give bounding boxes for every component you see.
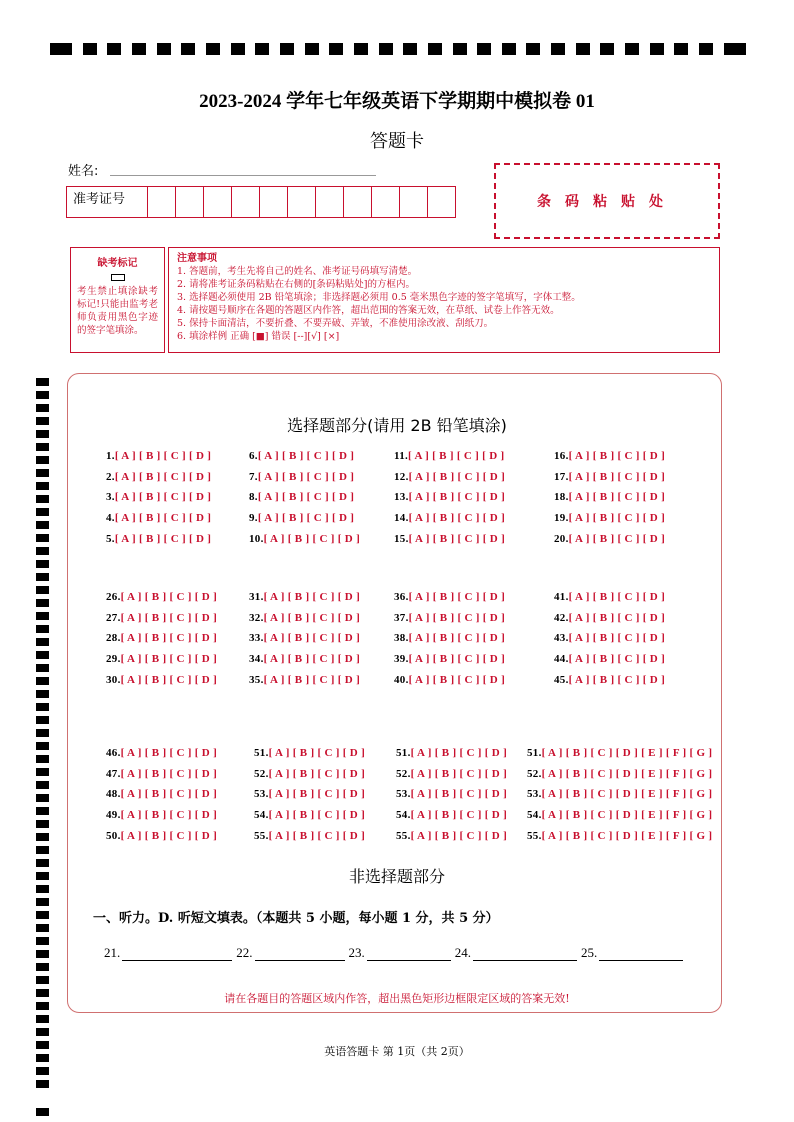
side-timing-mark	[36, 911, 49, 919]
side-timing-mark	[36, 690, 49, 698]
option-bubbles[interactable]: [ A ] [ B ] [ C ] [ D ]	[568, 673, 666, 686]
choice-question[interactable]	[554, 653, 665, 665]
question-number: 35.	[249, 673, 264, 686]
option-bubbles[interactable]: [ A ] [ B ] [ C ] [ D ]	[263, 673, 361, 686]
option-bubbles[interactable]: [ A ] [ B ] [ C ] [ D ]	[268, 829, 366, 842]
option-bubbles[interactable]: [ A ] [ B ] [ C ] [ D ]	[568, 591, 666, 603]
question-number: 20.	[554, 532, 569, 545]
choice-question[interactable]	[106, 491, 211, 503]
choice-question[interactable]	[554, 612, 665, 624]
question-number: 50.	[106, 829, 121, 842]
option-bubbles[interactable]: [ A ] [ B ] [ C ] [ D ]	[268, 788, 366, 801]
choice-question[interactable]	[527, 830, 712, 842]
question-number: 51.	[527, 747, 542, 759]
blank-line[interactable]	[367, 946, 451, 961]
side-timing-mark	[36, 924, 49, 932]
choice-question[interactable]	[106, 632, 217, 644]
question-number: 16.	[554, 450, 569, 462]
question-number: 53.	[396, 788, 411, 801]
choice-question[interactable]	[249, 512, 354, 524]
blank-line[interactable]	[122, 946, 232, 961]
choice-question[interactable]	[394, 471, 505, 483]
question-number: 42.	[554, 611, 569, 624]
side-timing-mark	[36, 443, 49, 451]
option-bubbles[interactable]: [ A ] [ B ] [ C ] [ D ]	[257, 450, 355, 462]
option-bubbles[interactable]: [ A ] [ B ] [ C ] [ D ]	[410, 767, 508, 780]
name-field[interactable]	[110, 175, 376, 176]
option-bubbles[interactable]: [ A ] [ B ] [ C ] [ D ]	[568, 611, 666, 624]
side-timing-mark	[36, 846, 49, 854]
choice-question[interactable]	[254, 830, 365, 842]
choice-question[interactable]	[396, 830, 507, 842]
option-bubbles[interactable]: [ A ] [ B ] [ C ] [ D ]	[114, 512, 212, 525]
absent-mark-box	[70, 247, 165, 353]
notes-box	[168, 247, 720, 353]
choice-question[interactable]	[394, 491, 505, 503]
absent-title: 缺考标记	[97, 258, 138, 269]
question-number: 18.	[554, 491, 569, 504]
exam-id-label: 准考证号	[67, 187, 148, 217]
choice-question[interactable]	[249, 674, 360, 686]
page-title: 2023-2024 学年七年级英语下学期期中模拟卷 01	[199, 91, 595, 112]
option-bubbles[interactable]: [ A ] [ B ] [ C ] [ D ]	[114, 532, 212, 545]
option-bubbles[interactable]: [ A ] [ B ] [ C ] [ D ]	[263, 653, 361, 666]
question-number: 53.	[527, 788, 542, 801]
option-bubbles[interactable]: [ A ] [ B ] [ C ] [ D ]	[263, 591, 361, 603]
blank-number: 25.	[581, 945, 598, 960]
notes-title: 注意事项	[177, 253, 217, 264]
notes-item: 3. 选择题必须使用 2B 铅笔填涂；非选择题必须用 0.5 毫米黑色字迹的签字笔填写，字体工整。	[177, 292, 581, 303]
choice-section-title: 选择题部分(请用 2B 铅笔填涂)	[287, 416, 507, 435]
question-number: 3.	[106, 491, 115, 504]
side-timing-mark	[36, 703, 49, 711]
choice-question[interactable]	[249, 471, 354, 483]
choice-question[interactable]	[396, 747, 507, 759]
blank-line[interactable]	[255, 946, 345, 961]
side-timing-mark	[36, 612, 49, 620]
question-number: 54.	[527, 809, 542, 822]
option-bubbles[interactable]: [ A ] [ B ] [ C ] [ D ]	[408, 491, 506, 504]
side-timing-mark	[36, 937, 49, 945]
side-timing-mark	[36, 404, 49, 412]
choice-question[interactable]	[106, 653, 217, 665]
listening-heading: 一、听力。D. 听短文填表。（本题共 5 小题，每小题 1 分，共 5 分）	[93, 911, 499, 926]
side-timing-mark	[36, 976, 49, 984]
choice-question[interactable]	[394, 612, 505, 624]
option-bubbles[interactable]: [ A ] [ B ] [ C ] [ D ]	[263, 532, 361, 545]
choice-question[interactable]	[106, 450, 211, 462]
question-number: 39.	[394, 653, 409, 666]
option-bubbles[interactable]: [ A ] [ B ] [ C ] [ D ] [ E ] [ F ] [ G ]	[541, 788, 713, 801]
option-bubbles[interactable]: [ A ] [ B ] [ C ] [ D ] [ E ] [ F ] [ G ]	[541, 829, 713, 842]
choice-question[interactable]	[396, 768, 507, 780]
blank-number: 24.	[454, 945, 471, 960]
notes-item: 1. 答题前，考生先将自己的姓名、准考证号码填写清楚。	[177, 266, 418, 277]
side-timing-mark	[36, 1067, 49, 1075]
side-timing-mark	[36, 547, 49, 555]
option-bubbles[interactable]: [ A ] [ B ] [ C ] [ D ]	[568, 532, 666, 545]
notes-item: 2. 请将准考证条码粘贴在右侧的[条码粘贴处]的方框内。	[177, 279, 415, 290]
side-timing-mark	[36, 1028, 49, 1036]
question-number: 10.	[249, 532, 264, 545]
choice-question[interactable]	[106, 788, 217, 800]
option-bubbles[interactable]: [ A ] [ B ] [ C ] [ D ]	[568, 632, 666, 645]
choice-question[interactable]	[106, 768, 217, 780]
question-number: 55.	[254, 829, 269, 842]
side-timing-mark	[36, 755, 49, 763]
option-bubbles[interactable]: [ A ] [ B ] [ C ] [ D ]	[257, 491, 355, 504]
option-bubbles[interactable]: [ A ] [ B ] [ C ] [ D ] [ E ] [ F ] [ G ]	[541, 767, 713, 780]
side-timing-mark	[36, 651, 49, 659]
option-bubbles[interactable]: [ A ] [ B ] [ C ] [ D ]	[410, 829, 508, 842]
blank-line[interactable]	[599, 946, 683, 961]
side-timing-mark	[36, 664, 49, 672]
option-bubbles[interactable]: [ A ] [ B ] [ C ] [ D ]	[257, 512, 355, 525]
side-timing-mark	[36, 378, 49, 386]
option-bubbles[interactable]: [ A ] [ B ] [ C ] [ D ]	[114, 491, 212, 504]
question-number: 32.	[249, 611, 264, 624]
top-timing-marks	[50, 43, 746, 55]
side-timing-mark	[36, 781, 49, 789]
option-bubbles[interactable]: [ A ] [ B ] [ C ] [ D ]	[408, 470, 506, 483]
option-bubbles[interactable]: [ A ] [ B ] [ C ] [ D ]	[120, 809, 218, 822]
question-number: 30.	[106, 673, 121, 686]
choice-question[interactable]	[254, 768, 365, 780]
option-bubbles[interactable]: [ A ] [ B ] [ C ] [ D ]	[408, 591, 506, 603]
question-number: 13.	[394, 491, 409, 504]
option-bubbles[interactable]: [ A ] [ B ] [ C ] [ D ] [ E ] [ F ] [ G ]	[541, 747, 713, 759]
side-timing-mark	[36, 495, 49, 503]
side-timing-mark	[36, 638, 49, 646]
option-bubbles[interactable]: [ A ] [ B ] [ C ] [ D ]	[410, 788, 508, 801]
question-number: 11.	[394, 450, 409, 462]
question-number: 17.	[554, 470, 569, 483]
option-bubbles[interactable]: [ A ] [ B ] [ C ] [ D ]	[568, 491, 666, 504]
choice-question[interactable]	[394, 653, 505, 665]
question-number: 51.	[396, 747, 411, 759]
question-number: 5.	[106, 532, 115, 545]
question-number: 37.	[394, 611, 409, 624]
option-bubbles[interactable]: [ A ] [ B ] [ C ] [ D ]	[257, 470, 355, 483]
choice-question[interactable]	[554, 491, 665, 503]
side-timing-mark	[36, 534, 49, 542]
option-bubbles[interactable]: [ A ] [ B ] [ C ] [ D ]	[120, 591, 218, 603]
side-timing-mark	[36, 599, 49, 607]
question-number: 40.	[394, 673, 409, 686]
choice-question[interactable]	[554, 533, 665, 545]
choice-question[interactable]	[394, 632, 505, 644]
side-timing-mark	[36, 456, 49, 464]
choice-question[interactable]	[527, 747, 712, 759]
question-number: 28.	[106, 632, 121, 645]
question-number: 8.	[249, 491, 258, 504]
choice-question[interactable]	[106, 533, 211, 545]
question-number: 6.	[249, 450, 258, 462]
side-timing-mark	[36, 521, 49, 529]
choice-question[interactable]	[554, 674, 665, 686]
answer-warning: 请在各题目的答题区域内作答，超出黑色矩形边框限定区域的答案无效!	[224, 992, 570, 1005]
bottom-timing-mark	[36, 1108, 49, 1116]
option-bubbles[interactable]: [ A ] [ B ] [ C ] [ D ]	[408, 653, 506, 666]
question-number: 54.	[396, 809, 411, 822]
choice-question[interactable]	[396, 809, 507, 821]
side-timing-mark	[36, 768, 49, 776]
question-number: 53.	[254, 788, 269, 801]
choice-question[interactable]	[554, 450, 665, 462]
choice-question[interactable]	[527, 809, 712, 821]
question-number: 38.	[394, 632, 409, 645]
side-timing-mark	[36, 560, 49, 568]
choice-question[interactable]	[396, 788, 507, 800]
choice-question[interactable]	[394, 512, 505, 524]
notes-item: 6. 填涂样例 正确 [■] 错误 [--][√] [×]	[177, 331, 340, 342]
side-timing-mark	[36, 508, 49, 516]
option-bubbles[interactable]: [ A ] [ B ] [ C ] [ D ]	[263, 632, 361, 645]
option-bubbles[interactable]: [ A ] [ B ] [ C ] [ D ]	[568, 653, 666, 666]
absent-text: 考生禁止填涂缺考标记!只能由监考老师负责用黑色字迹的签字笔填涂。	[77, 286, 158, 336]
choice-question[interactable]	[106, 471, 211, 483]
question-number: 52.	[396, 767, 411, 780]
choice-question[interactable]	[527, 788, 712, 800]
question-number: 52.	[527, 767, 542, 780]
option-bubbles[interactable]: [ A ] [ B ] [ C ] [ D ]	[120, 611, 218, 624]
question-number: 55.	[396, 829, 411, 842]
choice-question[interactable]	[254, 809, 365, 821]
choice-question[interactable]	[554, 512, 665, 524]
option-bubbles[interactable]: [ A ] [ B ] [ C ] [ D ]	[120, 767, 218, 780]
side-timing-mark	[36, 729, 49, 737]
choice-question[interactable]	[554, 632, 665, 644]
question-number: 41.	[554, 591, 569, 603]
choice-question[interactable]	[394, 450, 504, 462]
exam-id-grid[interactable]	[66, 186, 456, 218]
option-bubbles[interactable]: [ A ] [ B ] [ C ] [ D ]	[263, 611, 361, 624]
choice-question[interactable]	[249, 653, 360, 665]
option-bubbles[interactable]: [ A ] [ B ] [ C ] [ D ]	[120, 747, 218, 759]
blank-line[interactable]	[473, 946, 577, 961]
side-timing-mark	[36, 898, 49, 906]
choice-question[interactable]	[527, 768, 712, 780]
side-timing-mark	[36, 482, 49, 490]
question-number: 4.	[106, 512, 115, 525]
question-number: 52.	[254, 767, 269, 780]
question-number: 54.	[254, 809, 269, 822]
choice-question[interactable]	[249, 450, 354, 462]
side-timing-mark	[36, 794, 49, 802]
question-number: 26.	[106, 591, 121, 603]
side-timing-mark	[36, 586, 49, 594]
option-bubbles[interactable]: [ A ] [ B ] [ C ] [ D ] [ E ] [ F ] [ G ]	[541, 809, 713, 822]
question-number: 46.	[106, 747, 121, 759]
question-number: 1.	[106, 450, 115, 462]
side-timing-mark	[36, 716, 49, 724]
choice-question[interactable]	[394, 674, 505, 686]
side-timing-mark	[36, 807, 49, 815]
choice-question[interactable]	[249, 533, 360, 545]
blank-number: 21.	[104, 945, 121, 960]
side-timing-mark	[36, 573, 49, 581]
choice-question[interactable]	[554, 591, 665, 603]
option-bubbles[interactable]: [ A ] [ B ] [ C ] [ D ]	[410, 747, 508, 759]
choice-question[interactable]	[394, 533, 505, 545]
option-bubbles[interactable]: [ A ] [ B ] [ C ] [ D ]	[408, 532, 506, 545]
question-number: 47.	[106, 767, 121, 780]
option-bubbles[interactable]: [ A ] [ B ] [ C ] [ D ]	[120, 653, 218, 666]
choice-question[interactable]	[249, 612, 360, 624]
blank-number: 22.	[236, 945, 253, 960]
question-number: 9.	[249, 512, 258, 525]
name-label: 姓名:	[68, 164, 99, 179]
option-bubbles[interactable]: [ A ] [ B ] [ C ] [ D ]	[410, 809, 508, 822]
choice-question[interactable]	[249, 491, 354, 503]
option-bubbles[interactable]: [ A ] [ B ] [ C ] [ D ]	[568, 450, 666, 462]
option-bubbles[interactable]: [ A ] [ B ] [ C ] [ D ]	[408, 611, 506, 624]
question-number: 55.	[527, 829, 542, 842]
option-bubbles[interactable]: [ A ] [ B ] [ C ] [ D ]	[408, 673, 506, 686]
side-timing-mark	[36, 950, 49, 958]
side-timing-mark	[36, 1015, 49, 1023]
side-timing-mark	[36, 742, 49, 750]
choice-question[interactable]	[106, 674, 217, 686]
page-footer: 英语答题卡 第 1页（共 2页）	[324, 1045, 470, 1058]
option-bubbles[interactable]: [ A ] [ B ] [ C ] [ D ]	[408, 512, 506, 525]
option-bubbles[interactable]: [ A ] [ B ] [ C ] [ D ]	[568, 512, 666, 525]
question-number: 12.	[394, 470, 409, 483]
question-number: 27.	[106, 611, 121, 624]
choice-question[interactable]	[254, 747, 365, 759]
option-bubbles[interactable]: [ A ] [ B ] [ C ] [ D ]	[120, 673, 218, 686]
choice-question[interactable]	[249, 591, 360, 603]
choice-question[interactable]	[249, 632, 360, 644]
question-number: 19.	[554, 512, 569, 525]
page-subtitle: 答题卡	[370, 131, 424, 152]
choice-question[interactable]	[106, 747, 217, 759]
question-number: 34.	[249, 653, 264, 666]
option-bubbles[interactable]: [ A ] [ B ] [ C ] [ D ]	[120, 829, 218, 842]
question-number: 29.	[106, 653, 121, 666]
side-timing-mark	[36, 677, 49, 685]
choice-question[interactable]	[106, 591, 217, 603]
choice-question[interactable]	[254, 788, 365, 800]
side-timing-mark	[36, 391, 49, 399]
side-timing-mark	[36, 625, 49, 633]
side-timing-mark	[36, 963, 49, 971]
question-number: 45.	[554, 673, 569, 686]
option-bubbles[interactable]: [ A ] [ B ] [ C ] [ D ]	[568, 470, 666, 483]
question-number: 33.	[249, 632, 264, 645]
option-bubbles[interactable]: [ A ] [ B ] [ C ] [ D ]	[408, 450, 505, 462]
choice-question[interactable]	[394, 591, 505, 603]
choice-question[interactable]	[106, 512, 211, 524]
option-bubbles[interactable]: [ A ] [ B ] [ C ] [ D ]	[408, 632, 506, 645]
option-bubbles[interactable]: [ A ] [ B ] [ C ] [ D ]	[120, 788, 218, 801]
blank-number: 23.	[348, 945, 365, 960]
side-timing-marks	[36, 378, 50, 1093]
side-timing-mark	[36, 820, 49, 828]
side-timing-mark	[36, 833, 49, 841]
option-bubbles[interactable]: [ A ] [ B ] [ C ] [ D ]	[120, 632, 218, 645]
option-bubbles[interactable]: [ A ] [ B ] [ C ] [ D ]	[268, 747, 366, 759]
choice-question[interactable]	[106, 809, 217, 821]
option-bubbles[interactable]: [ A ] [ B ] [ C ] [ D ]	[114, 450, 212, 462]
absent-checkbox[interactable]	[111, 274, 125, 281]
question-number: 31.	[249, 591, 264, 603]
question-number: 7.	[249, 470, 258, 483]
question-number: 43.	[554, 632, 569, 645]
side-timing-mark	[36, 469, 49, 477]
option-bubbles[interactable]: [ A ] [ B ] [ C ] [ D ]	[268, 809, 366, 822]
question-number: 51.	[254, 747, 269, 759]
question-number: 49.	[106, 809, 121, 822]
option-bubbles[interactable]: [ A ] [ B ] [ C ] [ D ]	[268, 767, 366, 780]
nonchoice-section-title: 非选择题部分	[348, 867, 445, 886]
question-number: 14.	[394, 512, 409, 525]
question-number: 36.	[394, 591, 409, 603]
side-timing-mark	[36, 1080, 49, 1088]
question-number: 44.	[554, 653, 569, 666]
choice-question[interactable]	[554, 471, 665, 483]
notes-item: 4. 请按题号顺序在各题的答题区内作答，超出范围的答案无效，在草纸、试卷上作答无效。	[177, 305, 560, 316]
barcode-area: 条码粘贴处	[494, 163, 720, 239]
question-number: 15.	[394, 532, 409, 545]
listening-blanks	[104, 945, 687, 961]
choice-question[interactable]	[106, 612, 217, 624]
question-number: 48.	[106, 788, 121, 801]
notes-item: 5. 保持卡面清洁，不要折叠、不要弄破、弄皱，不准使用涂改液、刮纸刀。	[177, 318, 494, 329]
option-bubbles[interactable]: [ A ] [ B ] [ C ] [ D ]	[114, 470, 212, 483]
choice-question[interactable]	[106, 830, 217, 842]
question-number: 2.	[106, 470, 115, 483]
